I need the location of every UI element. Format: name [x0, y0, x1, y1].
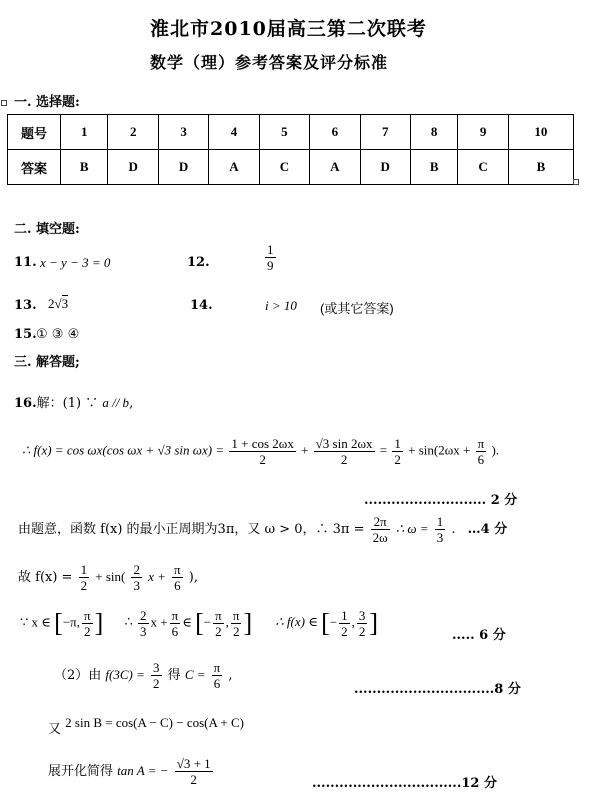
solution-line-5	[54, 660, 233, 691]
frac-num: π	[83, 608, 91, 623]
line2-end: .	[451, 522, 456, 537]
q16-intro: 解：(1) ∵	[36, 396, 99, 411]
q16-header: 16.解：(1) ∵ a // b,	[14, 395, 134, 411]
frac-den: 6	[171, 624, 179, 639]
frac-den: 2	[232, 624, 240, 639]
score-2: ........................... 2 分	[364, 493, 518, 508]
table-cell: D	[360, 150, 410, 185]
frac-num: π	[215, 608, 222, 623]
table-cell: A	[310, 150, 360, 185]
frac-num: 1	[80, 562, 88, 577]
bracket-left-icon: [	[321, 608, 330, 638]
row-label-answer: 答案	[8, 150, 61, 185]
line4-cin: ∈	[182, 614, 192, 630]
table-cell: 9	[458, 115, 508, 150]
frac-num: π	[232, 608, 240, 623]
line6-eq: 2 sin B = cos(A − C) − cos(A + C)	[65, 715, 244, 730]
line5-comma: ,	[228, 668, 233, 683]
line4-cx: x +	[150, 614, 168, 630]
table-cell: C	[458, 150, 508, 185]
frac-den: 2ω	[372, 530, 388, 545]
score-8: ...............................8 分	[354, 682, 521, 697]
frac-den: 2	[358, 624, 366, 639]
table-cell: B	[508, 150, 573, 185]
plus-sign: +	[301, 442, 309, 458]
line1-end: ).	[491, 442, 500, 458]
table-cell: 4	[209, 115, 259, 150]
solution-line-6	[48, 712, 244, 737]
frac-den: 6	[477, 452, 485, 467]
frac-num: 1	[394, 436, 401, 451]
line1-lhs: ∴ f(x) = cos ωx(cos ωx + √3 sin ωx) =	[22, 442, 225, 458]
table-cell: B	[61, 150, 108, 185]
table-row-numbers	[8, 115, 574, 150]
solution-line-7	[48, 756, 215, 787]
frac-den: 3	[140, 624, 147, 639]
bracket-right-icon: ]	[369, 608, 379, 638]
frac-den: 3	[436, 530, 444, 545]
line5-c: C =	[184, 667, 206, 682]
section-heading-choice: 一. 选择题:	[14, 95, 80, 110]
frac-num: 1	[341, 608, 348, 623]
frac-num: 2	[133, 562, 140, 577]
line6-you: 又	[48, 722, 62, 737]
page-subtitle: 数学（理）参考答案及评分标准	[150, 53, 389, 72]
bracket-right-icon: ]	[243, 608, 253, 638]
line7-tan: tan A = −	[117, 763, 169, 778]
score-12: .................................12 分	[312, 776, 497, 791]
frac-den: 3	[133, 578, 140, 593]
table-cell: B	[410, 150, 457, 185]
frac-num: 1	[436, 514, 444, 529]
page-title: 淮北市2010届高三第二次联考	[150, 18, 427, 40]
frac-num: √3 + 1	[176, 756, 211, 771]
line4-e: ∴ f(x) ∈	[275, 614, 318, 630]
score-6: ..... 6 分	[452, 628, 506, 643]
q12-answer	[263, 242, 278, 273]
q16-vector: a // b	[102, 395, 130, 410]
solution-line-3	[18, 562, 198, 593]
frac-den: 2	[340, 452, 348, 467]
row-label-number: 题号	[8, 115, 61, 150]
frac-num: π	[213, 660, 221, 675]
q13-coef: 2	[48, 296, 55, 311]
frac-den: 2	[341, 624, 348, 639]
table-resize-handle-bottomright[interactable]	[573, 179, 579, 185]
section-heading-solve: 三. 解答题;	[14, 355, 80, 370]
q14-number: 14.	[190, 298, 213, 313]
answer-table	[7, 114, 574, 185]
frac-den: 2	[153, 676, 160, 691]
q15-answer: ① ③ ④	[36, 327, 80, 342]
frac-num: 2	[140, 608, 147, 623]
table-cell: C	[259, 150, 309, 185]
frac-num: 3	[153, 660, 160, 675]
bracket-left-icon: [	[195, 608, 204, 638]
table-cell: 10	[508, 115, 573, 150]
frac-den: 2	[84, 624, 91, 639]
table-cell: 8	[410, 115, 457, 150]
table-resize-handle-topleft[interactable]	[1, 100, 7, 106]
frac-den: 2	[394, 452, 401, 467]
table-cell: 6	[310, 115, 360, 150]
q11-number: 11.	[14, 255, 37, 270]
line3-end: ),	[188, 570, 198, 585]
q12-numerator: 1	[267, 242, 274, 257]
line1-tail: + sin(2ωx +	[408, 442, 471, 458]
table-cell: 5	[259, 115, 309, 150]
line3-mid: + sin(	[95, 569, 126, 584]
line2-mid: ∴ ω =	[395, 521, 429, 536]
line3-lhs: 故 f(x) =	[18, 570, 73, 585]
line3-x: x +	[148, 569, 166, 584]
frac-num: π	[477, 436, 485, 451]
q12-denominator: 9	[267, 258, 274, 273]
table-cell: 2	[108, 115, 158, 150]
q13-radicand: 3	[61, 296, 69, 311]
q13-answer	[48, 296, 68, 312]
frac-den: 6	[174, 578, 181, 593]
frac-den: 2	[80, 578, 88, 593]
q12-number: 12.	[187, 255, 210, 270]
frac-num: 1 + cos 2ωx	[231, 436, 294, 451]
q16-number: 16.	[14, 396, 37, 411]
sqrt-icon: √	[54, 296, 62, 311]
table-cell: 3	[158, 115, 208, 150]
line5-eq: f(3C) =	[105, 667, 145, 682]
table-cell: D	[158, 150, 208, 185]
solution-line-4: ∵ x ∈ [−π, $\frac{\pi}{2}$ ] ∴ $\frac{2}{3}$ x + $\frac{\pi}{6}$ ∈ [− $\frac{\pi}{2}$ , $\frac{\pi}{2}$ ] ∴ f(x) ∈ [− $\frac{1}{2}$ , $\frac{3}{2}$ ]	[20, 608, 379, 639]
table-cell: A	[209, 150, 259, 185]
eq-sign: =	[379, 442, 388, 458]
q11-answer: x − y − 3 = 0	[40, 255, 111, 270]
frac-num: π	[174, 562, 181, 577]
table-row-answers	[8, 150, 574, 185]
line5-de: 得	[167, 668, 181, 683]
table-cell: D	[108, 150, 158, 185]
score-4: …4 分	[467, 522, 508, 537]
q14-note: (或其它答案)	[320, 301, 394, 316]
line5-part: （2）由	[54, 668, 102, 683]
frac-den: 6	[213, 676, 221, 691]
frac-num: 3	[358, 608, 366, 623]
line4-c: ∴	[124, 614, 133, 630]
table-cell: 7	[360, 115, 410, 150]
line4-dneg: −	[203, 614, 212, 630]
frac-den: 2	[259, 452, 266, 467]
line4-b: −π,	[62, 614, 80, 630]
line7-text: 展开化简得	[48, 764, 114, 779]
q13-number: 13.	[14, 298, 37, 313]
table-cell: 1	[61, 115, 108, 150]
frac-num: π	[171, 608, 179, 623]
frac-num: 2π	[371, 514, 390, 530]
section-heading-fill: 二. 填空题:	[14, 222, 80, 237]
bracket-right-icon: ]	[94, 608, 104, 638]
frac-den: 2	[215, 624, 222, 639]
frac-den: 2	[190, 772, 197, 787]
line2-text: 由题意，函数 f(x) 的最小正周期为3π，又 ω > 0，∴ 3π =	[18, 522, 365, 537]
bracket-left-icon: [	[54, 608, 63, 638]
frac-num: √3 sin 2ωx	[315, 436, 373, 451]
solution-line-2	[18, 514, 507, 545]
line4-a: ∵ x ∈	[20, 614, 51, 630]
q14-answer: i > 10	[265, 298, 297, 313]
solution-line-1	[22, 436, 499, 467]
q15-number: 15.	[14, 327, 37, 342]
